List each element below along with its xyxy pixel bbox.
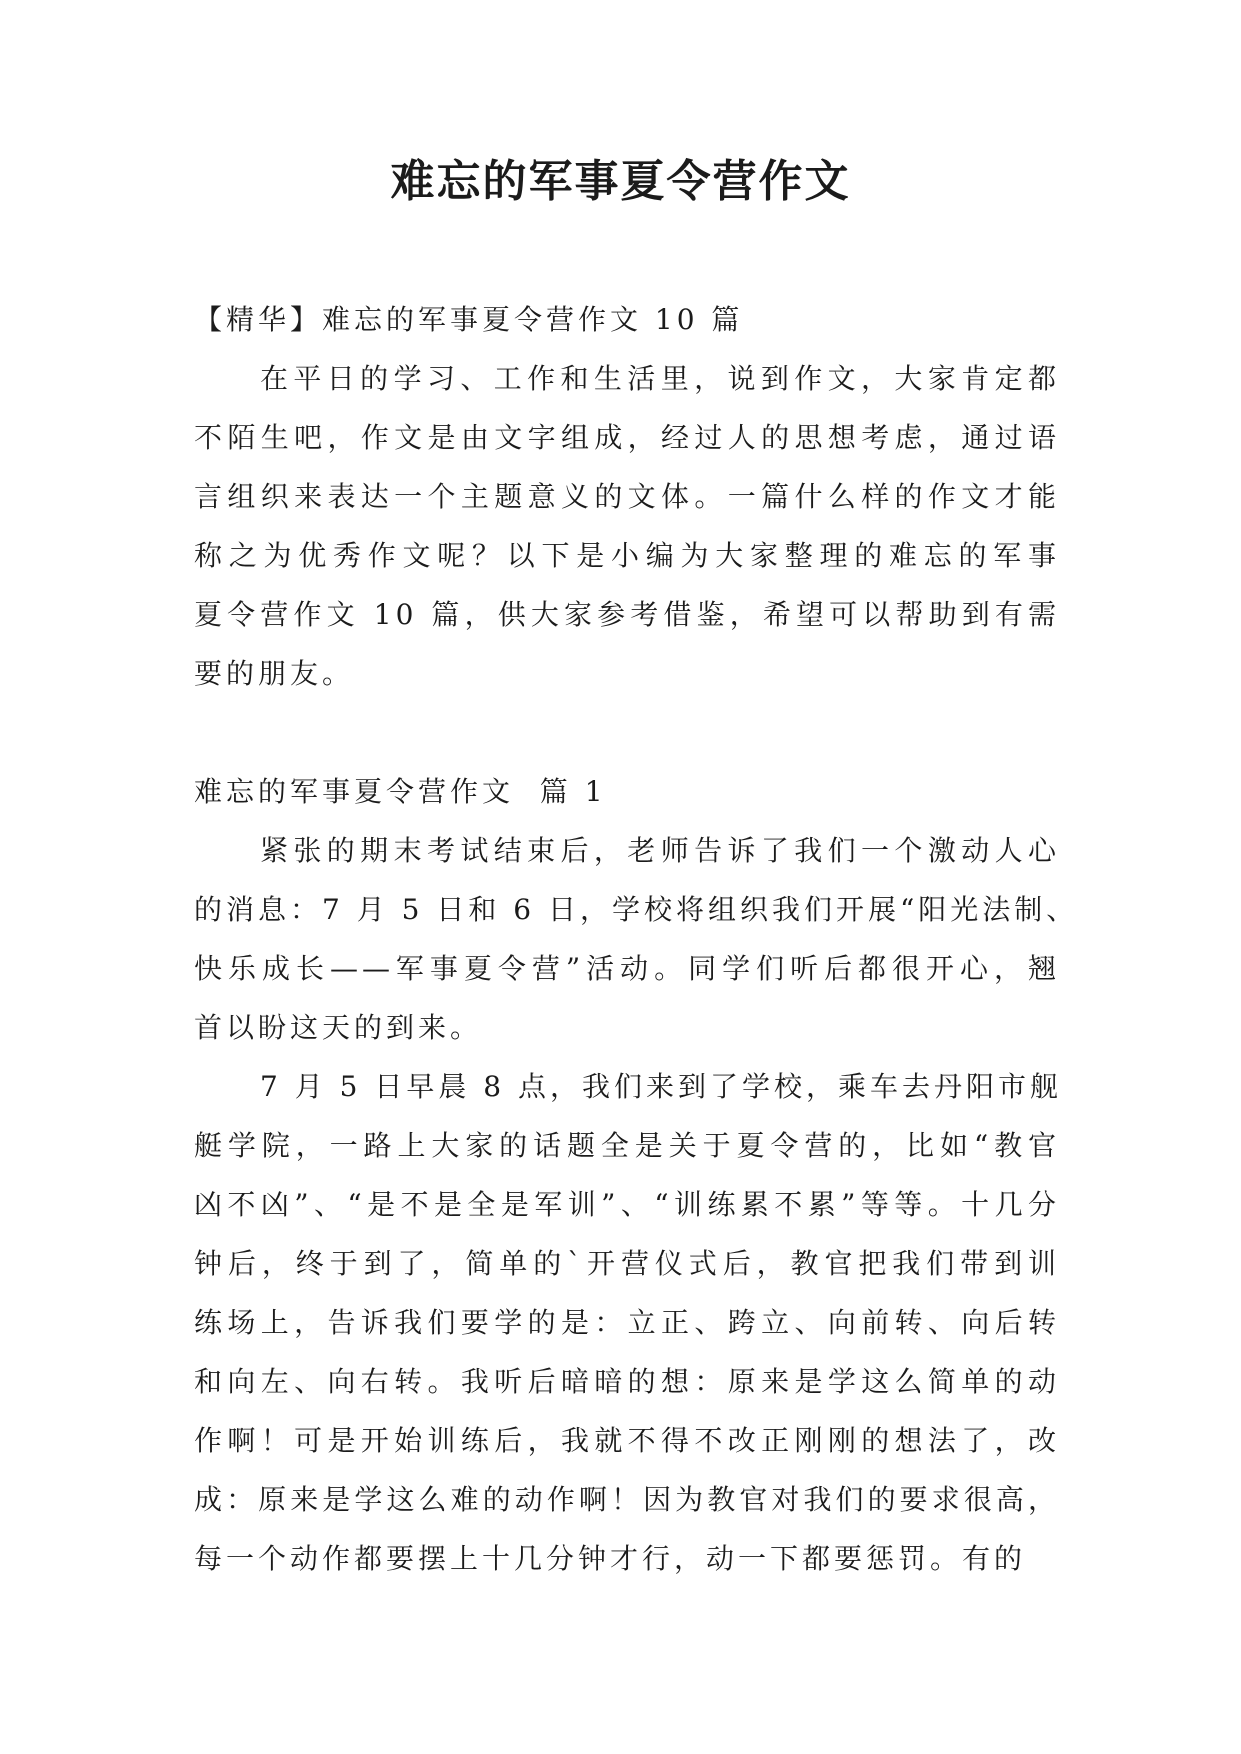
paragraph-line: 作啊！可是开始训练后，我就不得不改正刚刚的想法了，改	[194, 1424, 1060, 1457]
section-paragraph	[194, 821, 1079, 1057]
document-subtitle: 【精华】难忘的军事夏令营作文 10 篇	[194, 303, 744, 336]
paragraph-line: 称之为优秀作文呢？以下是小编为大家整理的难忘的军事	[194, 539, 1060, 572]
document-body	[194, 290, 1079, 1588]
paragraph-line: 快乐成长——军事夏令营”活动。同学们听后都很开心，翘	[194, 952, 1060, 985]
paragraph-line: 在平日的学习、工作和生活里，说到作文，大家肯定都	[260, 362, 1060, 395]
paragraph-line: 艇学院，一路上大家的话题全是关于夏令营的，比如“教官	[194, 1129, 1060, 1162]
paragraph-line: 7 月 5 日早晨 8 点，我们来到了学校，乘车去丹阳市舰	[260, 1070, 1062, 1103]
paragraph-line: 言组织来表达一个主题意义的文体。一篇什么样的作文才能	[194, 480, 1060, 513]
paragraph-line: 每一个动作都要摆上十几分钟才行，动一下都要惩罚。有的	[194, 1542, 1027, 1575]
paragraph-line: 钟后，终于到了，简单的`开营仪式后，教官把我们带到训	[194, 1247, 1060, 1280]
paragraph-line: 凶不凶”、“是不是全是军训”、“训练累不累”等等。十几分	[194, 1188, 1060, 1221]
paragraph-line: 成：原来是学这么难的动作啊！因为教官对我们的要求很高，	[194, 1483, 1060, 1516]
paragraph-line: 练场上，告诉我们要学的是：立正、跨立、向前转、向后转	[194, 1306, 1060, 1339]
document-title: 难忘的军事夏令营作文	[390, 156, 851, 207]
paragraph-line: 不陌生吧，作文是由文字组成，经过人的思想考虑，通过语	[194, 421, 1060, 454]
paragraph-line: 紧张的期末考试结束后，老师告诉了我们一个激动人心	[260, 834, 1060, 867]
spacer	[194, 703, 1060, 762]
paragraph-line: 夏令营作文 10 篇，供大家参考借鉴，希望可以帮助到有需	[194, 598, 1060, 631]
paragraph-line: 要的朋友。	[194, 657, 355, 690]
intro-paragraph	[194, 349, 1060, 703]
section-heading: 难忘的军事夏令营作文 篇 1	[194, 775, 607, 808]
paragraph-line: 首以盼这天的到来。	[194, 1011, 483, 1044]
paragraph-line: 的消息：7 月 5 日和 6 日，学校将组织我们开展“阳光法制、	[194, 893, 1079, 926]
paragraph-line: 和向左、向右转。我听后暗暗的想：原来是学这么简单的动	[194, 1365, 1060, 1398]
section-paragraph	[194, 1057, 1060, 1588]
